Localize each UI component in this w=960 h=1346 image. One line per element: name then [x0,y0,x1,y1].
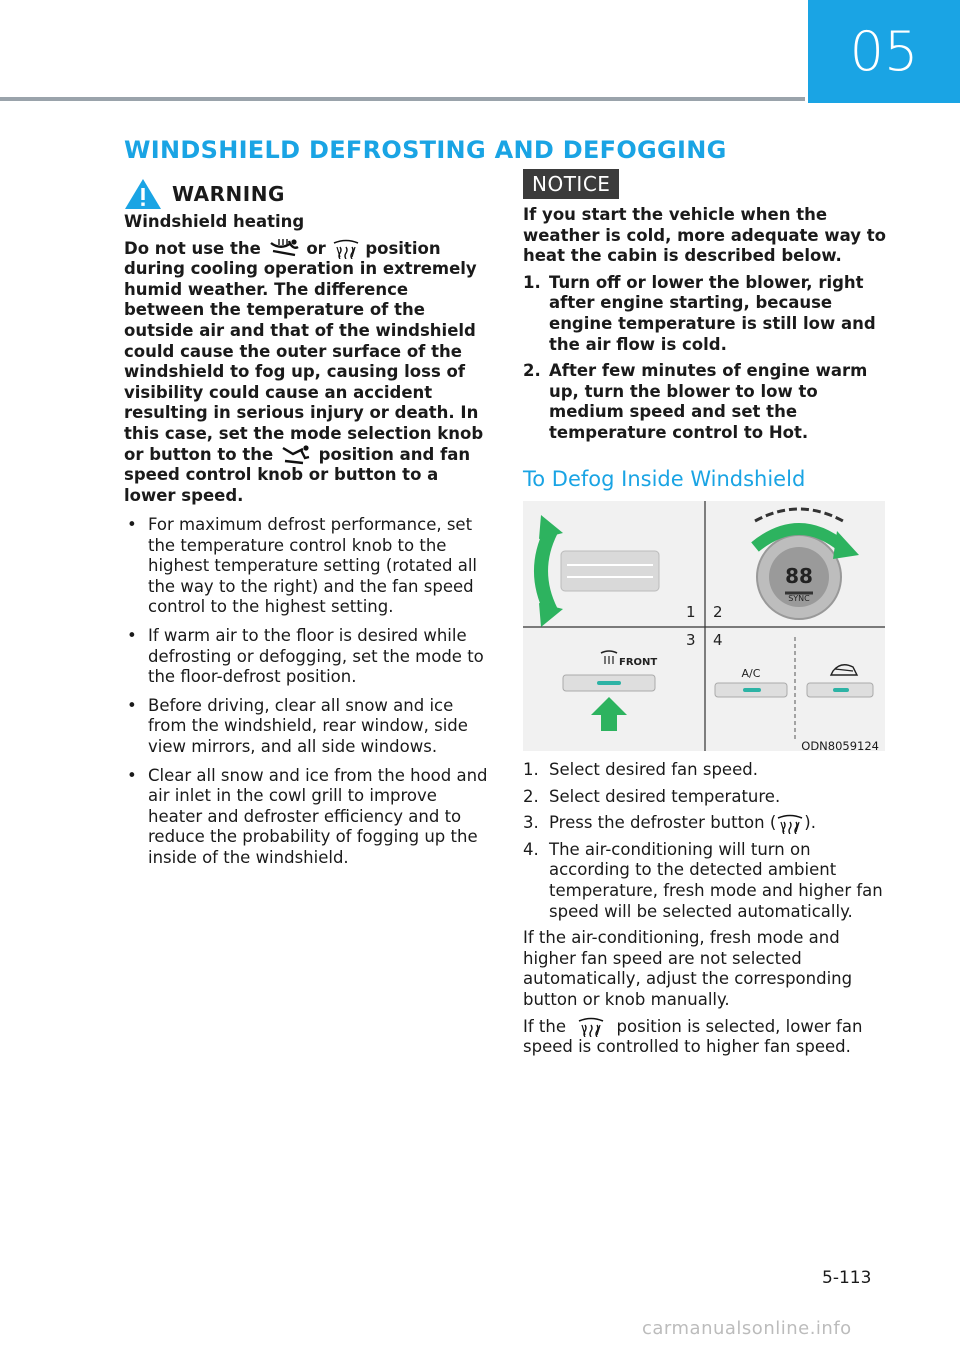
list-item: 1. Select desired fan speed. [523,760,758,779]
panel-label: 2 [713,603,723,621]
panel-label: 3 [686,631,696,649]
chapter-tab [808,0,960,103]
notice-badge: NOTICE [523,169,619,199]
notice-intro: If you start the vehicle when the weather is cold, more adequate way to heat the cabin is described below. [523,205,886,266]
front-label: FRONT [619,657,658,668]
subsection-title: To Defog Inside Windshield [523,467,806,491]
paragraph: If the position is selected, lower fan speed is controlled to higher fan speed. [523,1016,863,1057]
list-item: • Clear all snow and ice from the hood and air inlet in the cowl grill to improve heater and defroster efficiency and to reduce the probability of fogging up the inside of the windshield. [124,766,494,869]
figure-caption: ODN8059124 [801,739,879,753]
header-rule [0,97,805,101]
list-item: 1. Turn off or lower the blower, right after engine starting, because engine temperature is still low and the air flow is cold. [523,272,876,354]
list-item: 4. The air-conditioning will turn on according to the detected ambient temperature, fresh mode and higher fan speed will be selected automatically. [523,839,883,921]
warning-triangle-icon [124,178,162,210]
section-title: WINDSHIELD DEFROSTING AND DEFOGGING [124,136,727,164]
defrost-icon [776,814,804,834]
list-item: • Before driving, clear all snow and ice from the windshield, rear window, side view mirrors, and all side windows. [124,696,494,758]
list-item: 2. After few minutes of engine warm up, turn the blower to low to medium speed and set the temperature control to Hot. [523,361,868,442]
list-item: 3. Press the defroster button ( ). [523,813,816,833]
panel-label: 4 [713,631,723,649]
paragraph: If the air-conditioning, fresh mode and higher fan speed are not selected automatically, adjust the corresponding button or knob manually. [523,928,853,1009]
floor-defrost-icon [267,239,301,259]
ac-label: A/C [741,667,761,680]
panel-label: 1 [686,603,696,621]
list-item: • If warm air to the floor is desired while defrosting or defogging, set the mode to the floor-defrost position. [124,626,494,688]
defog-procedure-figure [523,501,885,751]
tips-list [124,515,494,877]
notice-list [523,273,895,444]
list-item: • For maximum defrost performance, set the temperature control knob to the highest temperature setting (rotated all the way to the right) and the fan speed control to the highest setting. [124,515,494,618]
warning-label: WARNING [172,182,285,206]
warning-subtitle: Windshield heating [124,212,305,231]
notice-body [523,205,895,450]
steps-section [523,760,895,1064]
page-number: 5-113 [822,1268,872,1288]
defrost-icon [571,1017,611,1037]
knob-display-sub: SYNC [788,594,810,603]
warning-header [124,178,285,210]
warning-body [124,212,489,512]
chapter-number: 05 [849,20,919,83]
watermark: carmanualsonline.info [642,1318,852,1339]
list-item: 2. Select desired temperature. [523,786,781,806]
knob-display-value: 88 [785,564,813,588]
ac-button-illustration [715,683,787,697]
steps-list [523,760,895,922]
floor-mode-icon [279,445,313,465]
warning-text: Do not use the or position during cooling operation in extremely humid weather. The difference between the temperature of the outside air and that of the windshield could cause the outer surface of the windshield to fog up, causing loss of visibility could cause an accident resulting in serious injury or death. In this case, set the mode selection knob or button to the position and fan speed control knob or button to a lower speed. [124,238,484,505]
defrost-icon [332,239,360,259]
